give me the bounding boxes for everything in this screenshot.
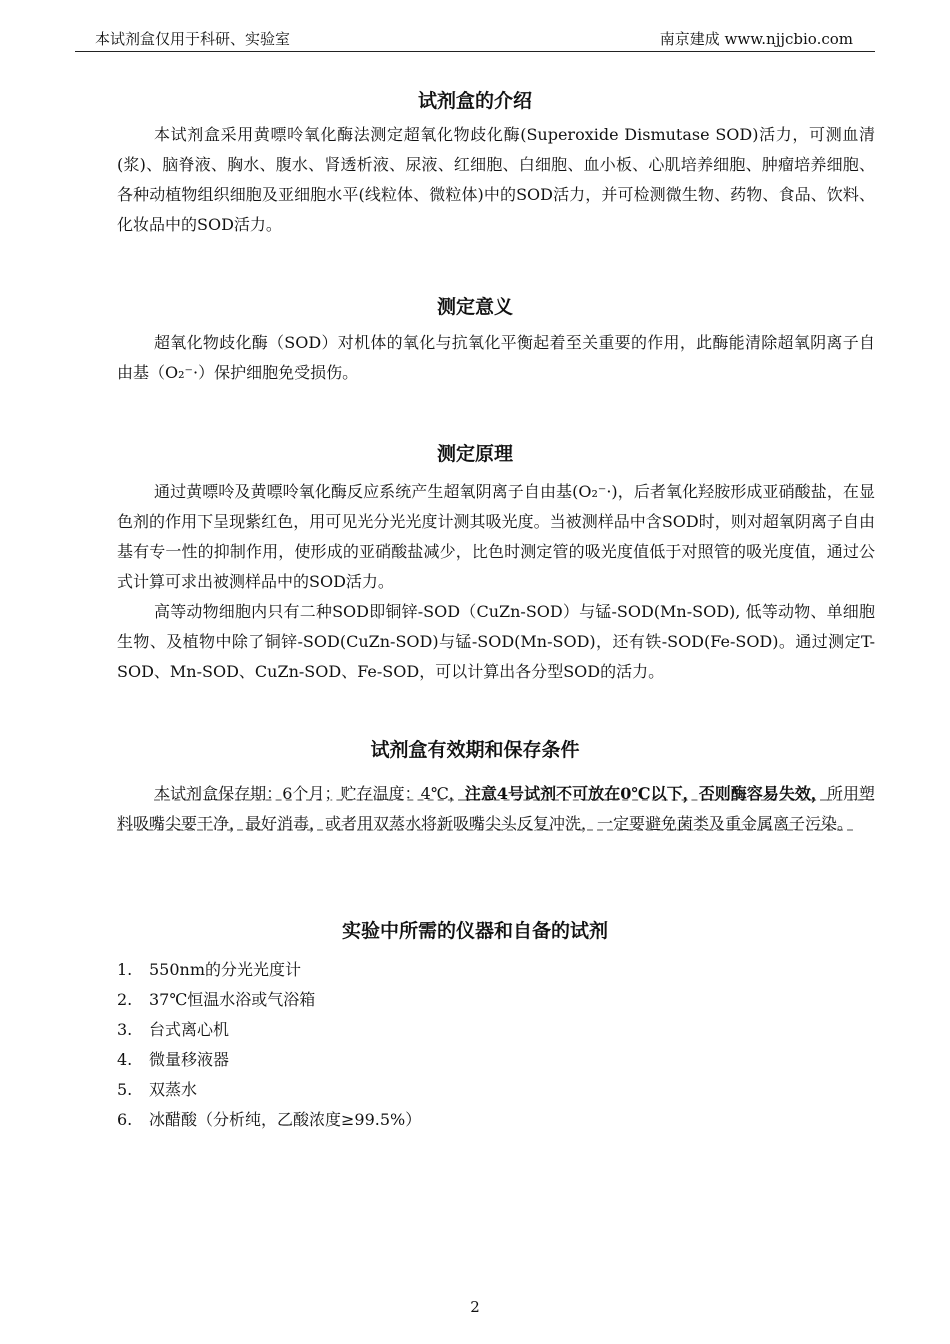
list-number: 3. bbox=[117, 1020, 133, 1039]
list-number: 1. bbox=[117, 960, 133, 979]
storage-paragraph bbox=[117, 779, 875, 839]
list-item-text: 微量移液器 bbox=[149, 1050, 230, 1069]
page-header bbox=[75, 25, 875, 52]
intro-title: 试剂盒的介绍 bbox=[417, 90, 532, 112]
list-item bbox=[117, 985, 817, 1015]
header-right-text: 南京建成 www.njjcbio.com bbox=[659, 30, 853, 48]
equipment-list bbox=[117, 955, 817, 1135]
header-left-text: 本试剂盒仅用于科研、实验室 bbox=[95, 30, 291, 48]
list-item-text: 台式离心机 bbox=[149, 1020, 230, 1039]
list-number: 4. bbox=[117, 1050, 133, 1069]
significance-title: 测定意义 bbox=[436, 296, 513, 318]
list-item bbox=[117, 1105, 817, 1135]
principle-paragraph-2: 高等动物细胞内只有二种SOD即铜锌-SOD（CuZn-SOD）与锰-SOD(Mn-SOD), 低等动物、单细胞生物、及植物中除了铜锌-SOD(CuZn-SOD)与锰-SOD(Mn-SOD)，还有铁-SOD(Fe-SOD)。通过测定T-SOD、Mn-SOD、CuZn-SOD、Fe-SOD，可以计算出各分型SOD的活力。 bbox=[117, 602, 875, 681]
storage-title: 试剂盒有效期和保存条件 bbox=[370, 739, 580, 761]
page-number: 2 bbox=[470, 1298, 480, 1316]
intro-paragraph: 本试剂盒采用黄嘌呤氧化酶法测定超氧化物歧化酶(Superoxide Dismutase SOD)活力，可测血清(浆)、脑脊液、胸水、腹水、肾透析液、尿液、红细胞、白细胞、血小板、心肌培养细胞、肿瘤培养细胞、各种动植物组织细胞及亚细胞水平(线粒体、微粒体)中的SOD活力，并可检测微生物、药物、食品、饮料、化妆品中的SOD活力。 bbox=[117, 125, 875, 234]
list-item bbox=[117, 955, 817, 985]
list-number: 6. bbox=[117, 1110, 133, 1129]
list-item-text: 冰醋酸（分析纯，乙酸浓度≥99.5%） bbox=[149, 1110, 422, 1129]
significance-paragraph: 超氧化物歧化酶（SOD）对机体的氧化与抗氧化平衡起着至关重要的作用，此酶能清除超氧阴离子自由基（O₂⁻·）保护细胞免受损伤。 bbox=[117, 333, 875, 382]
list-item bbox=[117, 1015, 817, 1045]
list-number: 2. bbox=[117, 990, 133, 1009]
storage-warning: 注意4号试剂不可放在0℃以下，否则酶容易失效， bbox=[464, 784, 827, 803]
list-item bbox=[117, 1045, 817, 1075]
storage-text-part3: 所用塑料吸嘴尖要干净，最好消毒，或者用双蒸水将新吸嘴尖头反复冲洗，一定要避免菌类及重金属离子污染。 bbox=[117, 784, 875, 833]
list-item-text: 37℃恒温水浴或气浴箱 bbox=[149, 990, 316, 1009]
principle-title: 测定原理 bbox=[436, 443, 513, 465]
principle-paragraph-1: 通过黄嘌呤及黄嘌呤氧化酶反应系统产生超氧阴离子自由基(O₂⁻·)，后者氧化羟胺形成亚硝酸盐，在显色剂的作用下呈现紫红色，用可见光分光光度计测其吸光度。当被测样品中含SOD时，则对超氧阴离子自由基有专一性的抑制作用，使形成的亚硝酸盐减少，比色时测定管的吸光度值低于对照管的吸光度值，通过公式计算可求出被测样品中的SOD活力。 bbox=[117, 482, 875, 591]
list-item-text: 双蒸水 bbox=[149, 1080, 198, 1099]
equipment-title: 实验中所需的仪器和自备的试剂 bbox=[341, 920, 608, 942]
list-item-text: 550nm的分光光度计 bbox=[149, 960, 302, 979]
storage-text-part1: 本试剂盒保存期：6个月；贮存温度：4℃， bbox=[154, 784, 465, 803]
list-number: 5. bbox=[117, 1080, 133, 1099]
list-item bbox=[117, 1075, 817, 1105]
